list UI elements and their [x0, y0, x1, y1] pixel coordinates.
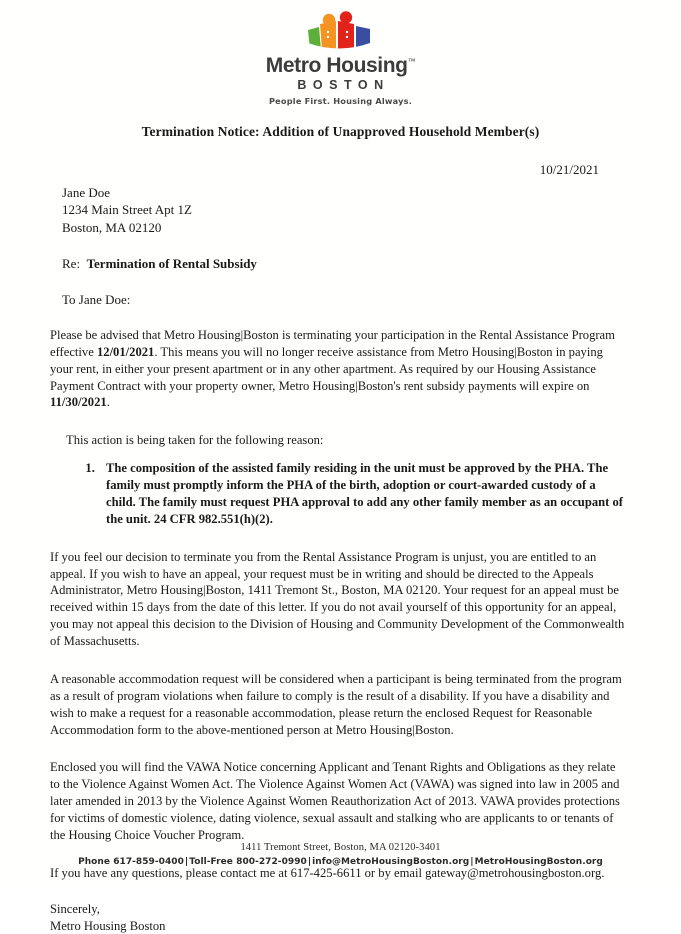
closing-salutation: Sincerely, [50, 901, 100, 916]
footer-separator-2: | [307, 857, 312, 867]
paragraph-reasonable-accommodation: A reasonable accommodation request will be considered when a participant is being terminated from the program as a result of program violations when failure to comply is the result of a disability. If you have a disability and wish to make a request for a reasonable accommodation, please return the enclosed Request for Reasonable Accommodation form to the above-mentioned person at Metro Housing|Boston. [50, 671, 622, 737]
footer-website[interactable]: MetroHousingBoston.org [474, 857, 603, 867]
footer-toll-free: Toll-Free 800-272-0990 [189, 857, 307, 867]
expire-date-bold: 11/30/2021 [50, 395, 107, 410]
recipient-name: Jane Doe [62, 185, 111, 201]
effective-date-bold: 12/01/2021 [96, 344, 155, 359]
document-title: Termination Notice: Addition of Unapproved Household Member(s) [141, 124, 540, 140]
logo-tagline: People First. Housing Always. [268, 96, 413, 107]
footer-address: 1411 Tremont Street, Boston, MA 02120-3401 [240, 842, 441, 853]
footer-contact-line [0, 857, 681, 867]
letterhead-logo [0, 0, 681, 106]
reasons-list [50, 460, 626, 528]
logo-wordmark [266, 55, 415, 77]
recipient-city-state-zip: Boston, MA 02120 [62, 219, 162, 235]
logo-trademark-symbol: ™ [407, 57, 416, 66]
paragraph-termination [50, 327, 626, 411]
footer-phone: Phone 617-859-0400 [78, 857, 184, 867]
reason-intro: This action is being taken for the following reason: [66, 433, 324, 448]
salutation: To Jane Doe: [62, 291, 131, 307]
footer-separator-1: | [184, 857, 189, 867]
footer-email[interactable]: info@MetroHousingBoston.org [312, 857, 470, 867]
subject-label: Re: [62, 255, 81, 271]
signer-name: Metro Housing Boston [50, 918, 166, 933]
subject-text: Termination of Rental Subsidy [86, 255, 257, 271]
paragraph-termination-part-c: . [106, 395, 110, 410]
recipient-address-block [0, 184, 681, 236]
letter-date: 10/21/2021 [539, 162, 599, 178]
paragraph-contact: If you have any questions, please contact me at 617-425-6611 or by email gateway@metrohousingboston.org. [50, 865, 605, 880]
recipient-street: 1234 Main Street Apt 1Z [62, 202, 192, 218]
paragraph-termination-part-b: . This means you will no longer receive assistance from Metro Housing|Boston in paying your rent, in either your present apartment or in any other apartment. As required by our Housing Assistance Payment Contract with your property owner, Metro Housing|Boston's rent subsidy payments will expire on [50, 344, 603, 393]
logo-subtitle: BOSTON [297, 78, 390, 93]
logo-wordmark-text: Metro Housing [265, 54, 408, 77]
paragraph-appeal: If you feel our decision to terminate you from the Rental Assistance Program is unjust, you are entitled to an appeal. If you wish to have an appeal, your request must be in writing and should be directed to the Appeals Administrator, Metro Housing|Boston, 1411 Tremont St., Boston, MA 02120. Your request for an appeal must be received within 15 days from the date of this letter. If you do not avail yourself of this opportunity for an appeal, you may not appeal this decision to the Division of Housing and Community Development of the Commonwealth of Massachusetts. [50, 549, 625, 649]
metro-housing-boston-people-logo-icon [302, 10, 380, 52]
subject-line [0, 256, 681, 272]
paragraph-termination-part-a: Please be advised that Metro Housing|Boston is terminating your participation in the Rental Assistance Program effective [50, 327, 615, 359]
paragraph-vawa: Enclosed you will find the VAWA Notice concerning Applicant and Tenant Rights and Obligations as they relate to the Violence Against Women Act. The Violence Against Women Act (VAWA) was signed into law in 2005 and later amended in 2013 by the Violence Against Women Reauthorization Act of 2013. VAWA provides protections for victims of domestic violence, dating violence, sexual assault and stalking who are applicants to or tenants of the Housing Choice Voucher Program. [50, 760, 620, 842]
list-item: 1. The composition of the assisted family residing in the unit must be approved by the PHA. The family must promptly inform the PHA of the birth, adoption or court-awarded custody of a child. The family must request PHA approval to add any other family member as an occupant of the unit. 24 CFR 982.551(h)(2). [98, 460, 626, 528]
footer-separator-3: | [470, 857, 474, 867]
signature-block [50, 901, 626, 934]
page-footer [0, 842, 681, 867]
